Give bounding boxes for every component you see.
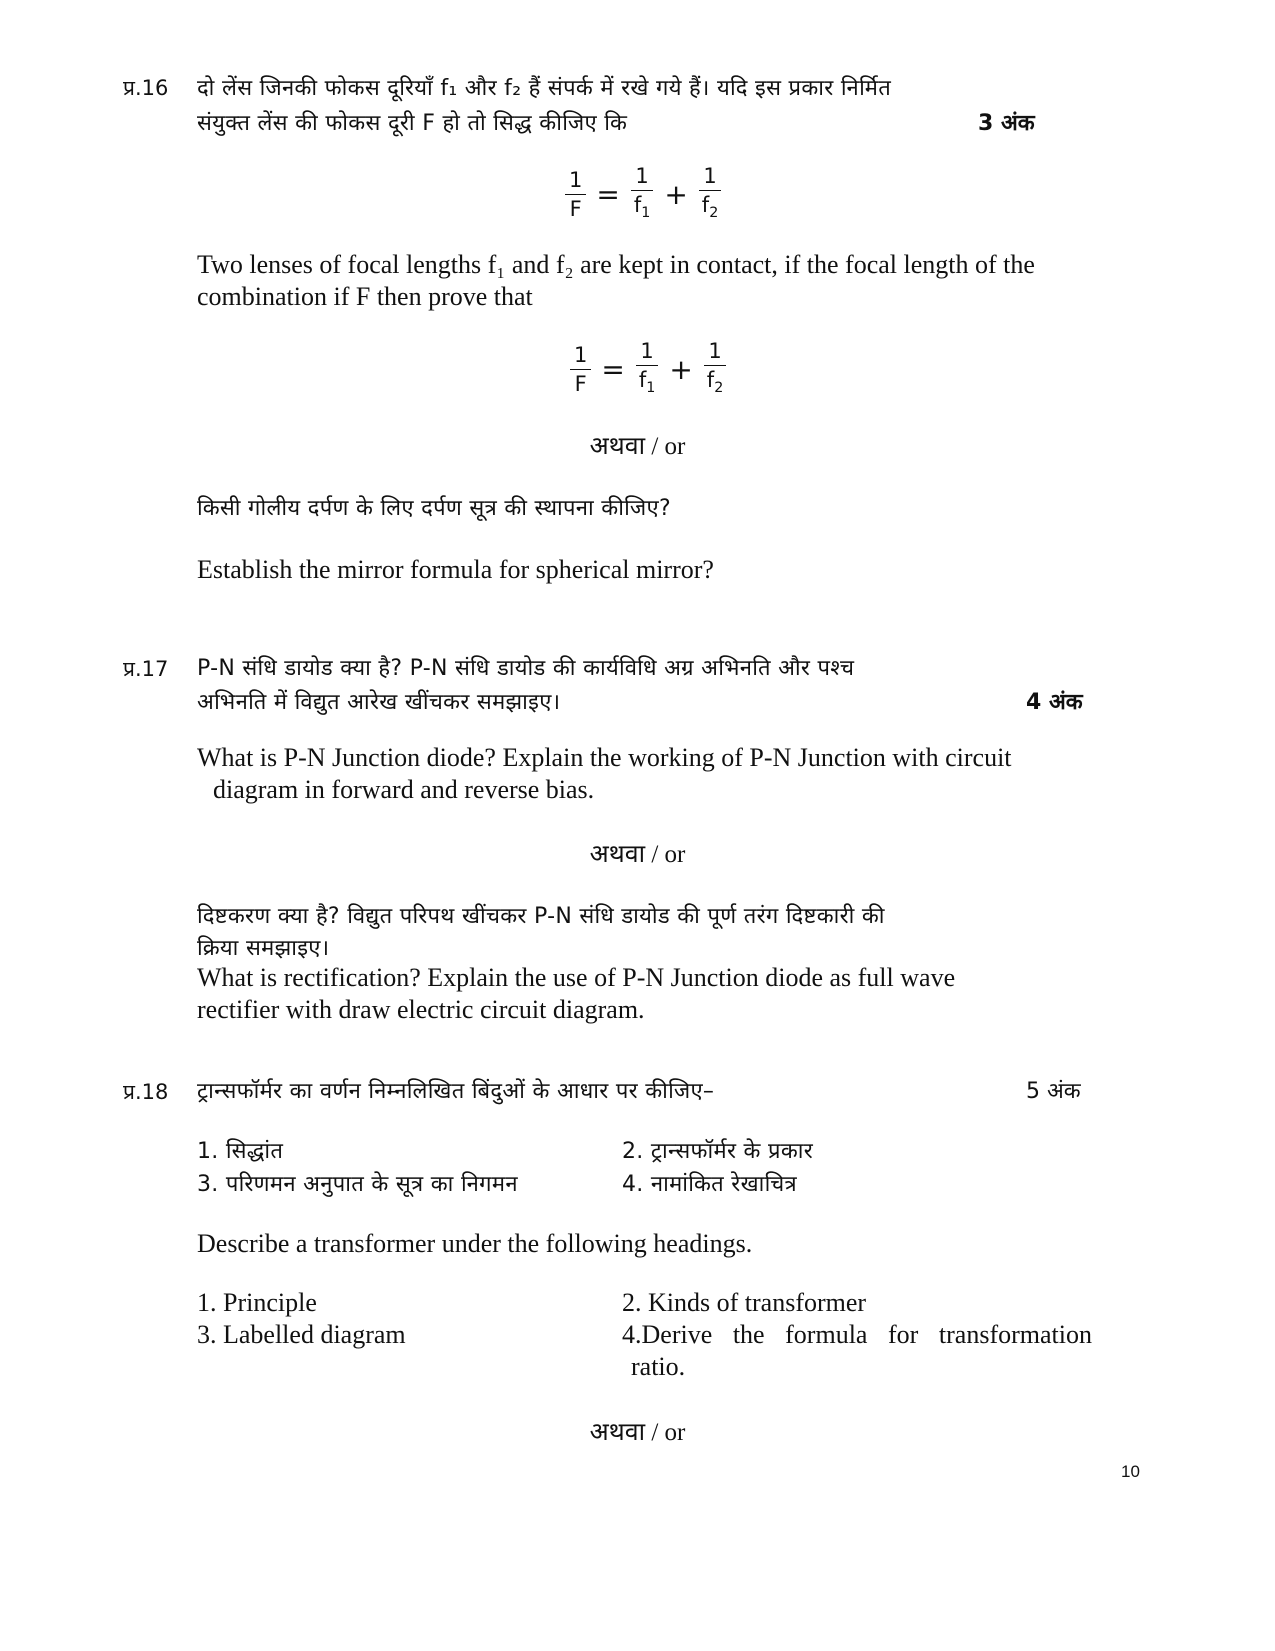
formula-t2-den: $f_2$ [706, 368, 724, 397]
q18-english-item-4-cont: ratio. [631, 1352, 686, 1381]
page-number: 10 [1121, 1462, 1140, 1481]
q18-marks: 5 अंक [1026, 1079, 1081, 1104]
formula-t2-den: $f_2$ [701, 193, 719, 222]
q17-hindi-line2: अभिनति में विद्युत आरेख खींचकर समझाइए। [197, 690, 561, 715]
q17-hindi-line1: P-N संधि डायोड क्या है? P-N संधि डायोड की कार्यविधि अग्र अभिनति और पश्च [197, 656, 855, 681]
q16-hindi-line2: संयुक्त लेंस की फोकस दूरी F हो तो सिद्ध कीजिए कि [197, 111, 628, 136]
q16-or: अथवा / or [589, 433, 686, 460]
q16-marks: 3 अंक [978, 111, 1035, 136]
q16-formula-hindi [561, 165, 726, 224]
formula-t1-num: 1 [631, 165, 652, 191]
q18-number: प्र.18 [123, 1080, 169, 1104]
q18-hindi-item-2: 2. ट्रान्सफॉर्मर के प्रकार [622, 1139, 814, 1164]
q17-number: प्र.17 [123, 657, 169, 681]
formula-lhs-num: 1 [570, 344, 591, 370]
q17-or: अथवा / or [589, 841, 686, 868]
formula-lhs-den: F [569, 197, 582, 222]
formula-lhs-num: 1 [565, 169, 586, 195]
q17-english-line2: diagram in forward and reverse bias. [213, 775, 595, 804]
q16-number: प्र.16 [123, 76, 169, 100]
q17-alt-hindi-line1: दिष्टकरण क्या है? विद्युत परिपथ खींचकर P-N संधि डायोड की पूर्ण तरंग दिष्टकारी की [197, 904, 885, 929]
q18-english-line: Describe a transformer under the following headings. [197, 1229, 753, 1258]
formula-lhs-den: F [574, 372, 587, 397]
q16-hindi-line1: दो लेंस जिनकी फोकस दूरियाँ f₁ और f₂ हैं संपर्क में रखे गये हैं। यदि इस प्रकार निर्मित [197, 76, 892, 101]
q18-hindi-item-3: 3. परिणमन अनुपात के सूत्र का निगमन [197, 1172, 518, 1197]
q17-alt-english-line2: rectifier with draw electric circuit diagram. [197, 995, 645, 1024]
q18-or: अथवा / or [589, 1419, 686, 1446]
q18-hindi-item-1: 1. सिद्धांत [197, 1139, 284, 1164]
formula-t1-num: 1 [636, 340, 657, 366]
formula-equals: = [596, 178, 620, 212]
q16-formula-english [566, 340, 731, 399]
q17-alt-hindi-line2: क्रिया समझाइए। [197, 936, 330, 961]
q16-english-line2: combination if F then prove that [197, 282, 533, 311]
q16-english-line1: Two lenses of focal lengths f₁ and f₂ are kept in contact, if the focal length of the [197, 250, 1035, 279]
q18-english-item-3: 3. Labelled diagram [197, 1320, 406, 1349]
q16-alt-hindi: किसी गोलीय दर्पण के लिए दर्पण सूत्र की स्थापना कीजिए? [197, 496, 671, 521]
formula-t1-den: $f_1$ [638, 368, 656, 397]
q17-english-line1: What is P-N Junction diode? Explain the working of P-N Junction with circuit [197, 743, 1012, 772]
q18-english-item-2: 2. Kinds of transformer [622, 1288, 867, 1317]
q18-english-item-4: 4.Derive the formula for transformation [622, 1320, 1092, 1349]
q16-alt-english: Establish the mirror formula for spherical mirror? [197, 555, 714, 584]
formula-plus: + [669, 353, 693, 387]
q18-hindi-item-4: 4. नामांकित रेखाचित्र [622, 1172, 797, 1197]
formula-t1-den: $f_1$ [633, 193, 651, 222]
q18-hindi-line: ट्रान्सफॉर्मर का वर्णन निम्नलिखित बिंदुओं के आधार पर कीजिए– [197, 1079, 715, 1104]
q17-alt-english-line1: What is rectification? Explain the use of P-N Junction diode as full wave [197, 963, 956, 992]
formula-t2-num: 1 [704, 340, 725, 366]
formula-plus: + [664, 178, 688, 212]
formula-t2-num: 1 [699, 165, 720, 191]
formula-equals: = [601, 353, 625, 387]
q18-english-item-1: 1. Principle [197, 1288, 317, 1317]
q17-marks: 4 अंक [1026, 690, 1083, 715]
